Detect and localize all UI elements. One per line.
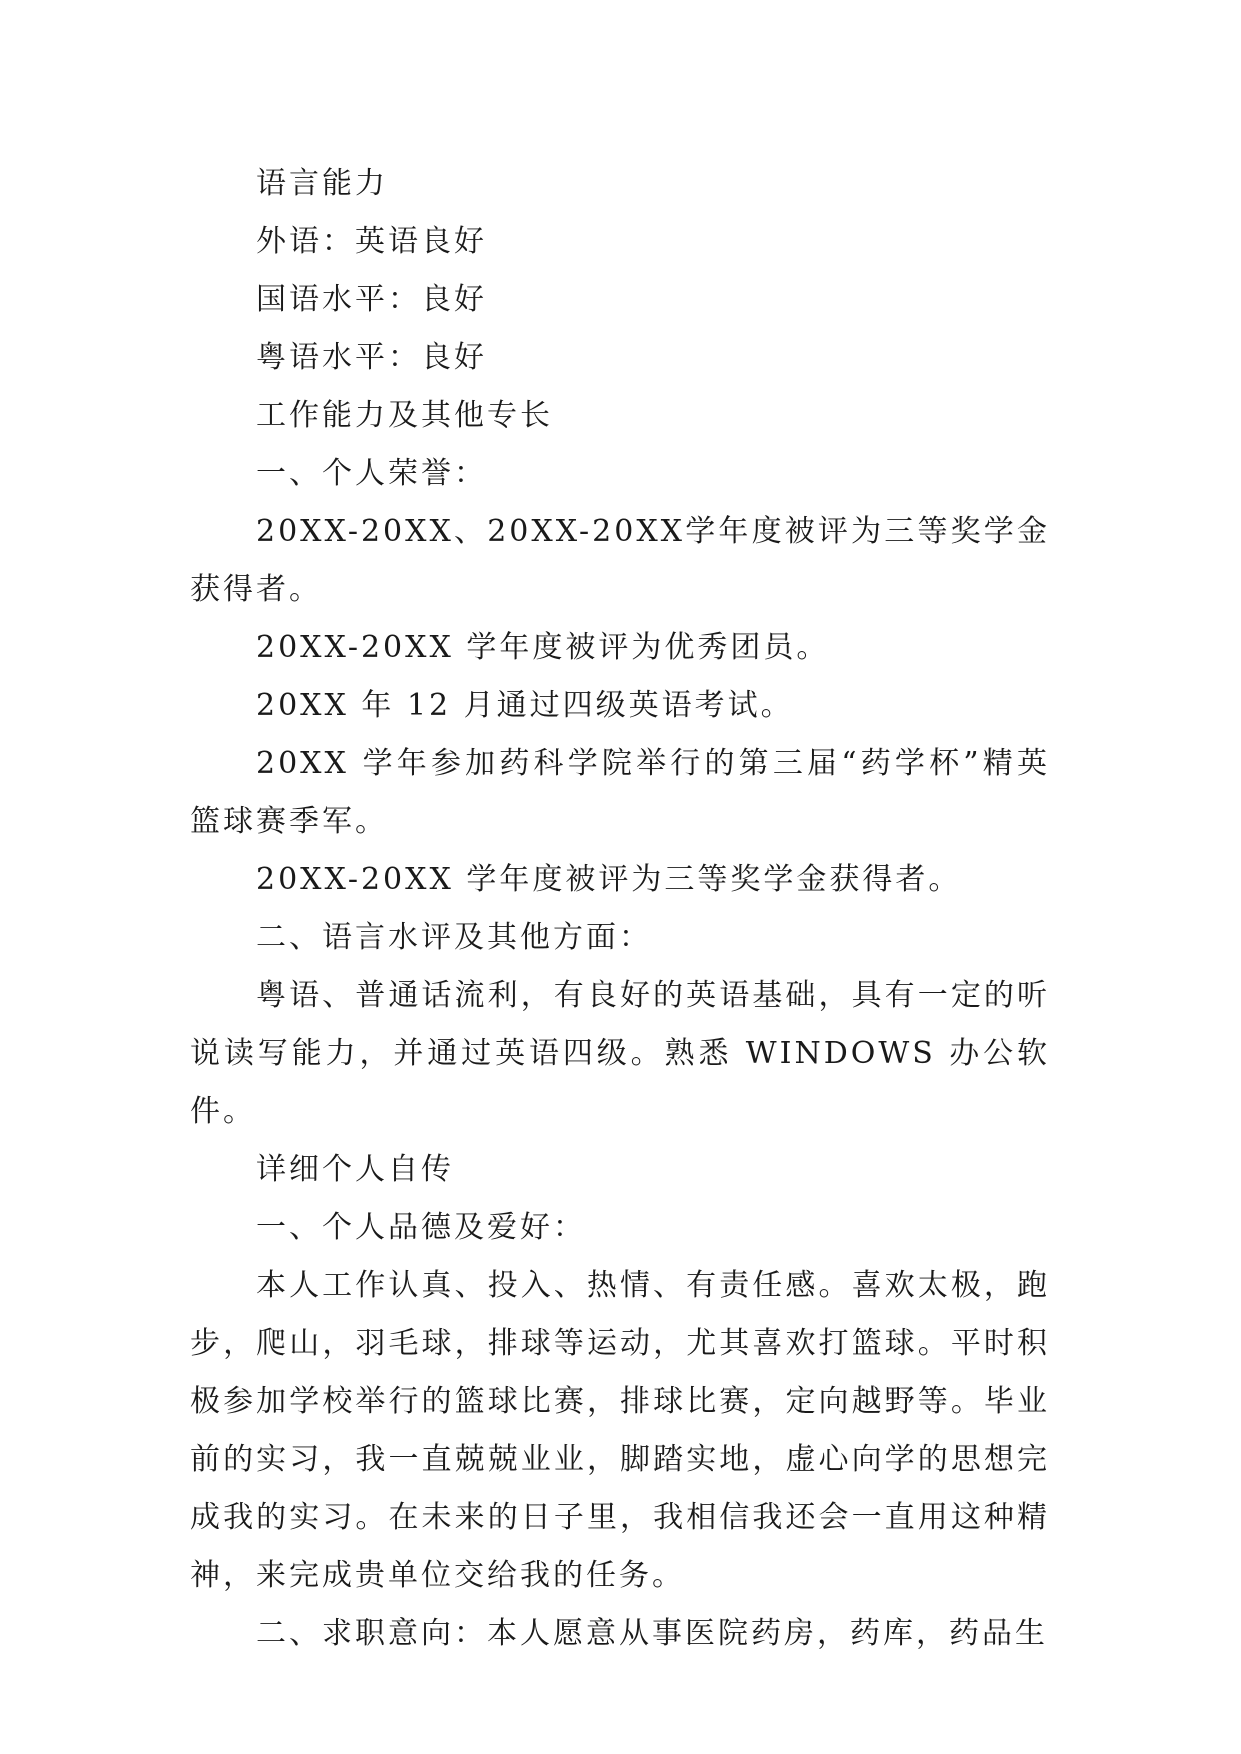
document-page xyxy=(190,155,1050,1663)
honor-item: 20XX-20XX、20XX-20XX学年度被评为三等奖学金获得者。 xyxy=(190,514,1050,607)
section-language-other: 二、语言水评及其他方面： xyxy=(256,920,652,955)
heading-autobiography: 详细个人自传 xyxy=(256,1152,454,1187)
cantonese-level-line: 粤语水平：良好 xyxy=(256,340,487,375)
section-character-hobbies: 一、个人品德及爱好： xyxy=(256,1210,586,1245)
mandarin-level-line: 国语水平：良好 xyxy=(256,282,487,317)
foreign-language-line: 外语：英语良好 xyxy=(256,224,487,259)
honor-item: 20XX-20XX 学年度被评为优秀团员。 xyxy=(256,630,830,665)
section-personal-honors: 一、个人荣誉： xyxy=(256,456,487,491)
honor-item: 20XX 学年参加药科学院举行的第三届“药学杯”精英篮球赛季军。 xyxy=(190,746,1050,839)
heading-work-ability: 工作能力及其他专长 xyxy=(256,398,553,433)
character-paragraph: 本人工作认真、投入、热情、有责任感。喜欢太极，跑步，爬山，羽毛球，排球等运动，尤其喜欢打篮球。平时积极参加学校举行的篮球比赛，排球比赛，定向越野等。毕业前的实习，我一直兢兢业业，脚踏实地，虚心向学的思想完成我的实习。在未来的日子里，我相信我还会一直用这种精神，来完成贵单位交给我的任务。 xyxy=(190,1268,1050,1593)
heading-language-ability: 语言能力 xyxy=(256,166,388,201)
language-skills-paragraph: 粤语、普通话流利，有良好的英语基础，具有一定的听说读写能力，并通过英语四级。熟悉 WINDOWS 办公软件。 xyxy=(190,978,1050,1129)
honor-item: 20XX-20XX 学年度被评为三等奖学金获得者。 xyxy=(256,862,962,897)
job-intention-paragraph: 二、求职意向：本人愿意从事医院药房，药库，药品生 xyxy=(256,1616,1048,1651)
honor-item: 20XX 年 12 月通过四级英语考试。 xyxy=(256,688,794,723)
